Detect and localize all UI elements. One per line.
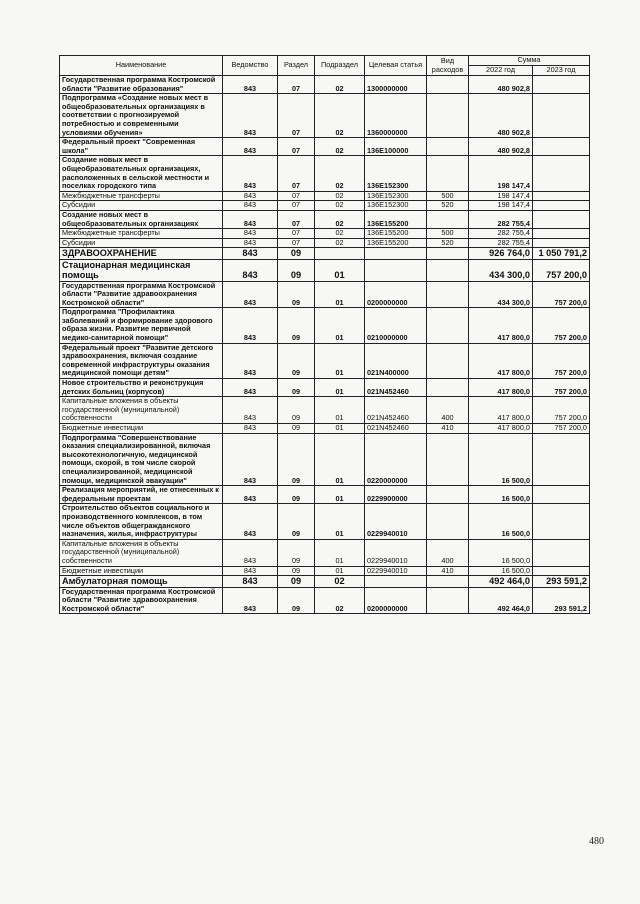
- cell-target: 0200000000: [365, 587, 427, 614]
- cell-y2022: 282 755,4: [469, 210, 533, 228]
- cell-sec: 09: [278, 433, 315, 486]
- cell-name: Капитальные вложения в объекты государственной (муниципальной) собственности: [60, 397, 223, 424]
- cell-y2022: 16 500,0: [469, 566, 533, 576]
- cell-y2022: 16 500,0: [469, 539, 533, 566]
- cell-name: Федеральный проект "Современная школа": [60, 138, 223, 156]
- cell-dept: 843: [223, 424, 278, 434]
- cell-y2023: [533, 486, 590, 504]
- cell-kind: [427, 486, 469, 504]
- cell-kind: 520: [427, 238, 469, 248]
- cell-y2022: 480 902,8: [469, 138, 533, 156]
- cell-dept: 843: [223, 281, 278, 308]
- cell-dept: 843: [223, 156, 278, 191]
- cell-kind: [427, 156, 469, 191]
- cell-y2022: 198 147,4: [469, 191, 533, 201]
- cell-dept: 843: [223, 486, 278, 504]
- cell-kind: [427, 308, 469, 343]
- cell-kind: [427, 576, 469, 587]
- cell-dept: 843: [223, 259, 278, 281]
- cell-dept: 843: [223, 587, 278, 614]
- cell-sub: 01: [315, 343, 365, 378]
- cell-name: Государственная программа Костромской области "Развитие образования": [60, 76, 223, 94]
- cell-y2022: 198 147,4: [469, 201, 533, 211]
- cell-dept: 843: [223, 576, 278, 587]
- cell-kind: [427, 587, 469, 614]
- cell-sub: 02: [315, 238, 365, 248]
- table-row: [60, 281, 590, 308]
- cell-target: 136E152300: [365, 191, 427, 201]
- cell-name: Бюджетные инвестиции: [60, 566, 223, 576]
- cell-sub: 02: [315, 201, 365, 211]
- cell-y2022: 282 755,4: [469, 229, 533, 239]
- cell-dept: 843: [223, 210, 278, 228]
- cell-name: Новое строительство и реконструкция детских больниц (корпусов): [60, 379, 223, 397]
- cell-target: [365, 259, 427, 281]
- header-subsection: Подраздел: [315, 56, 365, 76]
- cell-dept: 843: [223, 539, 278, 566]
- cell-name: Субсидии: [60, 201, 223, 211]
- cell-kind: 500: [427, 191, 469, 201]
- cell-y2023: [533, 566, 590, 576]
- cell-sub: 02: [315, 587, 365, 614]
- cell-sec: 09: [278, 566, 315, 576]
- cell-kind: 400: [427, 397, 469, 424]
- table-row: [60, 486, 590, 504]
- cell-sec: 09: [278, 504, 315, 539]
- table-row: [60, 210, 590, 228]
- cell-y2022: 926 764,0: [469, 248, 533, 259]
- cell-y2023: 757 200,0: [533, 343, 590, 378]
- cell-target: 0229940010: [365, 504, 427, 539]
- table-row: [60, 259, 590, 281]
- cell-dept: 843: [223, 229, 278, 239]
- cell-name: Создание новых мест в общеобразовательных организациях: [60, 210, 223, 228]
- cell-y2022: 417 800,0: [469, 308, 533, 343]
- cell-kind: 410: [427, 566, 469, 576]
- cell-sub: 01: [315, 259, 365, 281]
- cell-y2023: [533, 138, 590, 156]
- cell-kind: [427, 504, 469, 539]
- cell-sub: 02: [315, 156, 365, 191]
- cell-dept: 843: [223, 379, 278, 397]
- cell-sub: 02: [315, 191, 365, 201]
- table-row: [60, 138, 590, 156]
- cell-sub: [315, 248, 365, 259]
- cell-sec: 07: [278, 94, 315, 138]
- table-row: [60, 343, 590, 378]
- table-row: [60, 248, 590, 259]
- cell-sec: 09: [278, 343, 315, 378]
- table-row: [60, 308, 590, 343]
- cell-sub: 01: [315, 539, 365, 566]
- cell-sub: 01: [315, 433, 365, 486]
- table-row: [60, 397, 590, 424]
- cell-target: 021N400000: [365, 343, 427, 378]
- cell-y2022: 16 500,0: [469, 433, 533, 486]
- cell-name: Капитальные вложения в объекты государственной (муниципальной) собственности: [60, 539, 223, 566]
- cell-sec: 09: [278, 281, 315, 308]
- cell-y2022: 417 800,0: [469, 424, 533, 434]
- cell-sub: 02: [315, 210, 365, 228]
- cell-kind: [427, 76, 469, 94]
- table-row: [60, 587, 590, 614]
- cell-target: 1360000000: [365, 94, 427, 138]
- header-kind: Вид расходов: [427, 56, 469, 76]
- cell-target: 136E100000: [365, 138, 427, 156]
- cell-kind: 500: [427, 229, 469, 239]
- cell-kind: 400: [427, 539, 469, 566]
- cell-y2023: 757 200,0: [533, 397, 590, 424]
- table-row: [60, 94, 590, 138]
- cell-y2023: 757 200,0: [533, 424, 590, 434]
- cell-y2023: [533, 539, 590, 566]
- cell-kind: [427, 248, 469, 259]
- cell-name: Государственная программа Костромской области "Развитие здравоохранения Костромской области": [60, 587, 223, 614]
- header-2022: 2022 год: [469, 66, 533, 76]
- cell-y2023: [533, 433, 590, 486]
- cell-y2023: [533, 504, 590, 539]
- cell-target: [365, 576, 427, 587]
- cell-sec: 09: [278, 576, 315, 587]
- cell-sub: 01: [315, 308, 365, 343]
- table-row: [60, 539, 590, 566]
- cell-y2023: [533, 210, 590, 228]
- cell-y2023: [533, 238, 590, 248]
- cell-sub: 02: [315, 576, 365, 587]
- cell-kind: [427, 94, 469, 138]
- cell-kind: [427, 259, 469, 281]
- cell-dept: 843: [223, 433, 278, 486]
- table-row: [60, 433, 590, 486]
- cell-y2022: 417 800,0: [469, 379, 533, 397]
- cell-name: Бюджетные инвестиции: [60, 424, 223, 434]
- cell-dept: 843: [223, 504, 278, 539]
- table-row: [60, 379, 590, 397]
- cell-target: [365, 248, 427, 259]
- cell-dept: 843: [223, 308, 278, 343]
- table-row: [60, 201, 590, 211]
- budget-table: [59, 55, 590, 614]
- cell-sub: 01: [315, 424, 365, 434]
- cell-y2022: 480 902,8: [469, 94, 533, 138]
- cell-name: Подпрограмма «Создание новых мест в общеобразовательных организациях в соответствии с прогнозируемой потребностью и современными условиями обучения»: [60, 94, 223, 138]
- cell-y2022: 434 300,0: [469, 259, 533, 281]
- cell-sec: 09: [278, 397, 315, 424]
- table-row: [60, 156, 590, 191]
- cell-sub: 01: [315, 379, 365, 397]
- header-name: Наименование: [60, 56, 223, 76]
- cell-y2023: 757 200,0: [533, 379, 590, 397]
- cell-y2023: [533, 229, 590, 239]
- cell-sub: 02: [315, 229, 365, 239]
- cell-target: 136E155200: [365, 238, 427, 248]
- cell-y2022: 417 800,0: [469, 343, 533, 378]
- cell-target: 021N452460: [365, 379, 427, 397]
- cell-sec: 09: [278, 308, 315, 343]
- cell-name: Реализация мероприятий, не отнесенных к федеральным проектам: [60, 486, 223, 504]
- cell-kind: [427, 379, 469, 397]
- cell-kind: [427, 210, 469, 228]
- cell-sec: 09: [278, 424, 315, 434]
- cell-y2023: [533, 94, 590, 138]
- cell-name: Субсидии: [60, 238, 223, 248]
- table-row: [60, 76, 590, 94]
- cell-target: 0229900000: [365, 486, 427, 504]
- cell-dept: 843: [223, 343, 278, 378]
- cell-dept: 843: [223, 238, 278, 248]
- cell-sec: 09: [278, 486, 315, 504]
- cell-y2023: 757 200,0: [533, 281, 590, 308]
- cell-target: 0220000000: [365, 433, 427, 486]
- cell-target: 136E155200: [365, 210, 427, 228]
- cell-kind: 410: [427, 424, 469, 434]
- cell-target: 1300000000: [365, 76, 427, 94]
- header-section: Раздел: [278, 56, 315, 76]
- cell-dept: 843: [223, 201, 278, 211]
- cell-sec: 09: [278, 539, 315, 566]
- header-2023: 2023 год: [533, 66, 590, 76]
- cell-y2023: [533, 201, 590, 211]
- cell-sub: 01: [315, 397, 365, 424]
- cell-dept: 843: [223, 248, 278, 259]
- cell-name: Стационарная медицинская помощь: [60, 259, 223, 281]
- table-body: [60, 76, 590, 614]
- table-header: [60, 56, 590, 76]
- table-row: [60, 424, 590, 434]
- cell-y2023: 293 591,2: [533, 576, 590, 587]
- cell-sec: 09: [278, 587, 315, 614]
- cell-y2022: 16 500,0: [469, 504, 533, 539]
- cell-name: Подпрограмма "Совершенствование оказания специализированной, включая высокотехнологичную, медицинской помощи, скорой, в том числе скорой специализированной, медицинской помощи, медицинской эвакуации": [60, 433, 223, 486]
- cell-dept: 843: [223, 566, 278, 576]
- cell-sub: 01: [315, 504, 365, 539]
- cell-dept: 843: [223, 94, 278, 138]
- cell-kind: [427, 343, 469, 378]
- cell-name: Амбулаторная помощь: [60, 576, 223, 587]
- cell-y2022: 492 464,0: [469, 576, 533, 587]
- cell-name: Подпрограмма "Профилактика заболеваний и формирование здорового образа жизни. Развитие первичной медико-санитарной помощи": [60, 308, 223, 343]
- cell-sub: 01: [315, 281, 365, 308]
- cell-y2023: [533, 156, 590, 191]
- cell-y2023: 757 200,0: [533, 308, 590, 343]
- cell-kind: [427, 281, 469, 308]
- cell-y2023: [533, 76, 590, 94]
- table-row: [60, 229, 590, 239]
- cell-name: Создание новых мест в общеобразовательных организациях, расположенных в сельской местности и поселках городского типа: [60, 156, 223, 191]
- cell-sec: 07: [278, 210, 315, 228]
- cell-target: 0229940010: [365, 539, 427, 566]
- cell-kind: [427, 138, 469, 156]
- page-number: 480: [589, 836, 604, 847]
- cell-y2023: 293 591,2: [533, 587, 590, 614]
- cell-name: Межбюджетные трансферты: [60, 191, 223, 201]
- header-sum: Сумма: [469, 56, 590, 66]
- cell-sec: 07: [278, 191, 315, 201]
- cell-y2022: 480 902,8: [469, 76, 533, 94]
- cell-sec: 09: [278, 379, 315, 397]
- cell-sec: 07: [278, 238, 315, 248]
- cell-sub: 02: [315, 94, 365, 138]
- cell-dept: 843: [223, 76, 278, 94]
- table-row: [60, 504, 590, 539]
- cell-target: 0200000000: [365, 281, 427, 308]
- cell-sub: 02: [315, 76, 365, 94]
- cell-name: Федеральный проект "Развитие детского здравоохранения, включая создание современной инфраструктуры оказания медицинской помощи детям": [60, 343, 223, 378]
- cell-y2022: 282 755,4: [469, 238, 533, 248]
- cell-y2022: 492 464,0: [469, 587, 533, 614]
- cell-sec: 09: [278, 259, 315, 281]
- cell-sec: 07: [278, 76, 315, 94]
- cell-dept: 843: [223, 191, 278, 201]
- cell-y2022: 434 300,0: [469, 281, 533, 308]
- cell-sec: 09: [278, 248, 315, 259]
- table-row: [60, 191, 590, 201]
- cell-name: Государственная программа Костромской области "Развитие здравоохранения Костромской области": [60, 281, 223, 308]
- cell-dept: 843: [223, 138, 278, 156]
- table-row: [60, 566, 590, 576]
- cell-sub: 01: [315, 486, 365, 504]
- cell-y2023: 1 050 791,2: [533, 248, 590, 259]
- cell-kind: 520: [427, 201, 469, 211]
- cell-target: 021N452460: [365, 424, 427, 434]
- cell-y2022: 417 800,0: [469, 397, 533, 424]
- cell-target: 0210000000: [365, 308, 427, 343]
- cell-target: 021N452460: [365, 397, 427, 424]
- cell-sub: 02: [315, 138, 365, 156]
- cell-sec: 07: [278, 138, 315, 156]
- cell-y2022: 16 500,0: [469, 486, 533, 504]
- table-row: [60, 238, 590, 248]
- cell-kind: [427, 433, 469, 486]
- cell-y2023: 757 200,0: [533, 259, 590, 281]
- cell-name: ЗДРАВООХРАНЕНИЕ: [60, 248, 223, 259]
- cell-target: 136E155200: [365, 229, 427, 239]
- cell-target: 136E152300: [365, 201, 427, 211]
- cell-target: 136E152300: [365, 156, 427, 191]
- cell-name: Межбюджетные трансферты: [60, 229, 223, 239]
- table-row: [60, 576, 590, 587]
- cell-sec: 07: [278, 156, 315, 191]
- cell-target: 0229940010: [365, 566, 427, 576]
- cell-sub: 01: [315, 566, 365, 576]
- header-target: Целевая статья: [365, 56, 427, 76]
- cell-y2023: [533, 191, 590, 201]
- cell-sec: 07: [278, 229, 315, 239]
- cell-y2022: 198 147,4: [469, 156, 533, 191]
- header-dept: Ведомство: [223, 56, 278, 76]
- cell-name: Строительство объектов социального и производственного комплексов, в том числе объектов общегражданского назначения, жилья, инфраструктуры: [60, 504, 223, 539]
- cell-sec: 07: [278, 201, 315, 211]
- cell-dept: 843: [223, 397, 278, 424]
